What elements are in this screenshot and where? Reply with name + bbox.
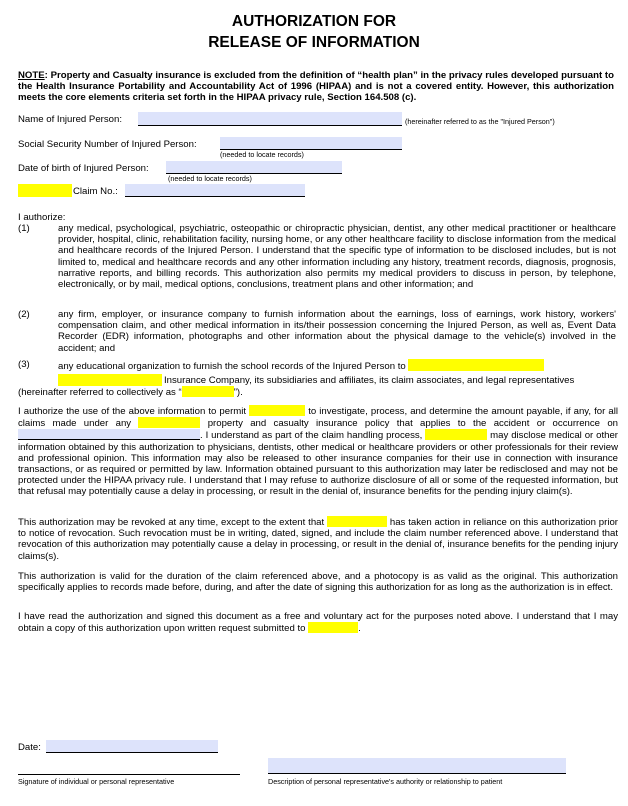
signature-line[interactable] (18, 774, 240, 775)
signature-label: Signature of individual or personal representative (18, 777, 175, 786)
claim-field[interactable] (125, 184, 305, 197)
revocation-company-highlight[interactable] (327, 516, 387, 527)
item-3-text (58, 359, 616, 372)
note-text: : Property and Casualty insurance is excluded from the definition of “health plan” in the privacy rules developed pursuant to the Health Insurance Portability and Accountability Act of 1996 (HIPAA) and is not a covered entity. However, this authorization meets the core elements criteria set forth in the HIPAA privacy rule, Section 164.508 (c). (18, 70, 614, 104)
validity-paragraph: This authorization is valid for the duration of the claim referenced above, and a photocopy is as valid as the original. This authorization specifically applies to records made before, during, and after the date of signing this authorization for as long as the authorization is in effect. (18, 571, 618, 594)
revoke-text-a: This authorization may be revoked at any time, except to the extent that (18, 517, 325, 528)
page-title: AUTHORIZATION FOR (231, 13, 397, 30)
use-text-e: may disclose medical or other information obtained by this authorization to physicians, dentists, other medical or healthcare providers or other professionals for their review and professional opinion. This information may also be released to other insurance companies for their use in connection with insurance transactions, or as required or permitted by law. Information obtained pursuant to this authorization may later be redisclosed and may not be protected under the HIPAA privacy rule. I understand that I may refuse to authorize disclosure of all or some of the requested information, but that refusal may potentially cause a delay in processing, or result in the denial of, insurance benefits for the pending injury claim(s). (18, 430, 619, 498)
date-field[interactable] (46, 740, 218, 753)
injured-name-hint: (hereinafter referred to as the "Injured Person") (405, 117, 555, 126)
collective-reference (18, 386, 618, 398)
collective-open-text: (hereinafter referred to collectively as “ (18, 387, 182, 398)
school-records-recipient-highlight[interactable] (408, 359, 544, 371)
claim-handler-highlight[interactable] (425, 429, 487, 440)
acknowledgement-paragraph (18, 611, 618, 634)
collective-close-text: ”). (233, 387, 243, 398)
ssn-label: Social Security Number of Injured Person: (18, 139, 197, 150)
hipaa-note (18, 70, 614, 104)
dob-field[interactable] (166, 161, 342, 174)
revoke-text-b: has taken action in reliance on this authorization prior to notice of revocation. Such revocation must be in writing, dated, signed, and include the claim number referenced above. I understand that revocation of this authorization may potentially cause a delay in processing, or result in the denial of, insurance benefits for the pending injury claims(s). (18, 517, 619, 562)
dob-label: Date of birth of Injured Person: (18, 163, 149, 174)
dob-hint: (needed to locate records) (168, 174, 252, 183)
item-1-number: (1) (18, 223, 30, 234)
ack-text: I have read the authorization and signed this document as a free and voluntary act for the purposes noted above. I understand that I may obtain a copy of this authorization upon written request submitted to (18, 611, 618, 635)
use-paragraph (18, 405, 618, 498)
authorize-intro: I authorize: (18, 212, 66, 223)
injured-name-field[interactable] (138, 112, 402, 126)
item-3-number: (3) (18, 359, 30, 370)
representative-description-field[interactable] (268, 758, 566, 774)
use-text-c: property and casualty insurance policy that applies to the accident or occurrence on (207, 418, 618, 430)
revocation-paragraph (18, 516, 618, 562)
ack-period: . (358, 623, 361, 635)
claim-company-highlight[interactable] (18, 184, 72, 197)
insurance-company-highlight[interactable] (58, 374, 162, 386)
use-text-a: I authorize the use of the above information to permit (18, 406, 247, 417)
injured-name-label: Name of Injured Person: (18, 114, 122, 125)
item-3-label: any educational organization to furnish the school records of the Injured Person to (58, 361, 406, 372)
item-1-text: any medical, psychological, psychiatric, osteopathic or chiropractic physician, dentist, any other medical practitioner or healthcare provider, hospital, clinic, rehabilitation facility, nursing home, or any other healthcare facility to disclose information from the medical and healthcare records of the Injured Person. I understand that the specific type of information to be disclosed includes, but is not limited to, medical and healthcare records and any other information including any history, treatment records, diagnosis, prognosis, narrative reports, and billing records. This authorization also permits my medical providers to discuss in person, by telephone, electronically, or by mail, medical options, conclusions, treatment plans and other information; and (58, 223, 616, 291)
note-label: NOTE (18, 70, 45, 81)
page-subtitle: RELEASE OF INFORMATION (208, 34, 420, 51)
representative-description-label: Description of personal representative's authority or relationship to patient (268, 777, 503, 786)
insurance-company-text: Insurance Company, its subsidiaries and affiliates, its claim associates, and legal representatives (164, 375, 575, 386)
use-text-b: to investigate, process, and determine the amount payable, if any, for all claims made under any (18, 406, 618, 430)
ssn-hint: (needed to locate records) (220, 150, 304, 159)
policy-company-highlight[interactable] (138, 417, 200, 428)
occurrence-date-field[interactable] (18, 429, 200, 440)
permit-company-highlight[interactable] (249, 405, 305, 416)
copy-request-company-highlight[interactable] (308, 622, 358, 633)
collective-name-highlight[interactable] (182, 386, 234, 397)
use-text-d: . I understand as part of the claim handling process, (200, 430, 423, 442)
ssn-field[interactable] (220, 137, 402, 150)
item-2-text: any firm, employer, or insurance company to furnish information about the earnings, loss of earnings, work history, workers' compensation claim, and other medical information in its/their possession concerning the Injured Person, as well as, Event Data Recorder (EDR) information, photographs and other information about the physical damage to the vehicle(s) involved in the accident; and (58, 309, 616, 354)
date-label: Date: (18, 742, 41, 753)
item-2-number: (2) (18, 309, 30, 320)
claim-label: Claim No.: (73, 186, 118, 197)
